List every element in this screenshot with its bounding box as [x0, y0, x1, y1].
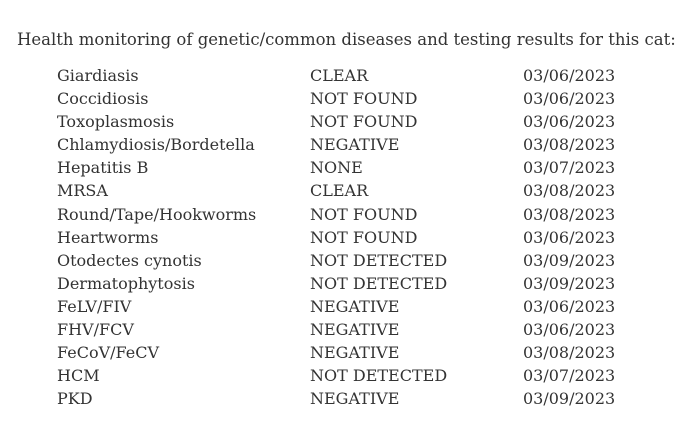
- test-date: 03/08/2023: [523, 343, 616, 363]
- test-date: 03/06/2023: [523, 66, 616, 85]
- test-date: 03/06/2023: [523, 296, 616, 316]
- result-row: [57, 66, 657, 89]
- disease-name: HCM: [57, 366, 100, 386]
- disease-name: Coccidiosis: [57, 89, 149, 109]
- test-date: 03/07/2023: [523, 366, 616, 386]
- disease-name: FeLV/FIV: [57, 296, 132, 316]
- result-row: [57, 135, 657, 158]
- test-date: 03/08/2023: [523, 135, 616, 155]
- result-row: [57, 158, 657, 181]
- result-row: [57, 89, 657, 112]
- test-results-list: [57, 66, 657, 412]
- test-status: NEGATIVE: [310, 296, 400, 316]
- test-date: 03/06/2023: [523, 89, 616, 109]
- result-row: [57, 274, 657, 297]
- result-row: [57, 389, 657, 412]
- test-date: 03/08/2023: [523, 204, 616, 224]
- test-status: NOT FOUND: [310, 112, 418, 132]
- test-date: 03/09/2023: [523, 389, 616, 409]
- test-status: NOT DETECTED: [310, 273, 448, 293]
- result-row: [57, 228, 657, 251]
- test-status: NOT DETECTED: [310, 366, 448, 386]
- disease-name: Round/Tape/Hookworms: [57, 204, 257, 224]
- result-row: [57, 320, 657, 343]
- test-status: NEGATIVE: [310, 389, 400, 409]
- test-status: NEGATIVE: [310, 135, 400, 155]
- test-status: NOT FOUND: [310, 89, 418, 109]
- result-row: [57, 205, 657, 228]
- disease-name: Heartworms: [57, 227, 159, 247]
- test-status: NOT FOUND: [310, 204, 418, 224]
- disease-name: Dermatophytosis: [57, 273, 195, 293]
- test-status: NOT FOUND: [310, 227, 418, 247]
- result-row: [57, 251, 657, 274]
- result-row: [57, 297, 657, 320]
- disease-name: FHV/FCV: [57, 320, 134, 340]
- disease-name: Toxoplasmosis: [57, 112, 175, 132]
- result-row: [57, 366, 657, 389]
- test-status: NEGATIVE: [310, 343, 400, 363]
- disease-name: PKD: [57, 389, 93, 409]
- disease-name: Hepatitis B: [57, 158, 149, 178]
- disease-name: Chlamydiosis/Bordetella: [57, 135, 255, 155]
- disease-name: Otodectes cynotis: [57, 250, 202, 270]
- result-row: [57, 343, 657, 366]
- test-status: NEGATIVE: [310, 320, 400, 340]
- result-row: [57, 112, 657, 135]
- test-date: 03/09/2023: [523, 250, 616, 270]
- disease-name: MRSA: [57, 181, 108, 201]
- test-date: 03/09/2023: [523, 273, 616, 293]
- test-status: CLEAR: [310, 66, 369, 85]
- test-date: 03/06/2023: [523, 112, 616, 132]
- disease-name: Giardiasis: [57, 66, 139, 85]
- page-heading: Health monitoring of genetic/common diseases and testing results for this cat:: [17, 30, 676, 49]
- test-date: 03/06/2023: [523, 320, 616, 340]
- test-date: 03/07/2023: [523, 158, 616, 178]
- test-status: CLEAR: [310, 181, 369, 201]
- disease-name: FeCoV/FeCV: [57, 343, 160, 363]
- test-status: NONE: [310, 158, 363, 178]
- test-date: 03/06/2023: [523, 227, 616, 247]
- test-status: NOT DETECTED: [310, 250, 448, 270]
- test-date: 03/08/2023: [523, 181, 616, 201]
- result-row: [57, 181, 657, 204]
